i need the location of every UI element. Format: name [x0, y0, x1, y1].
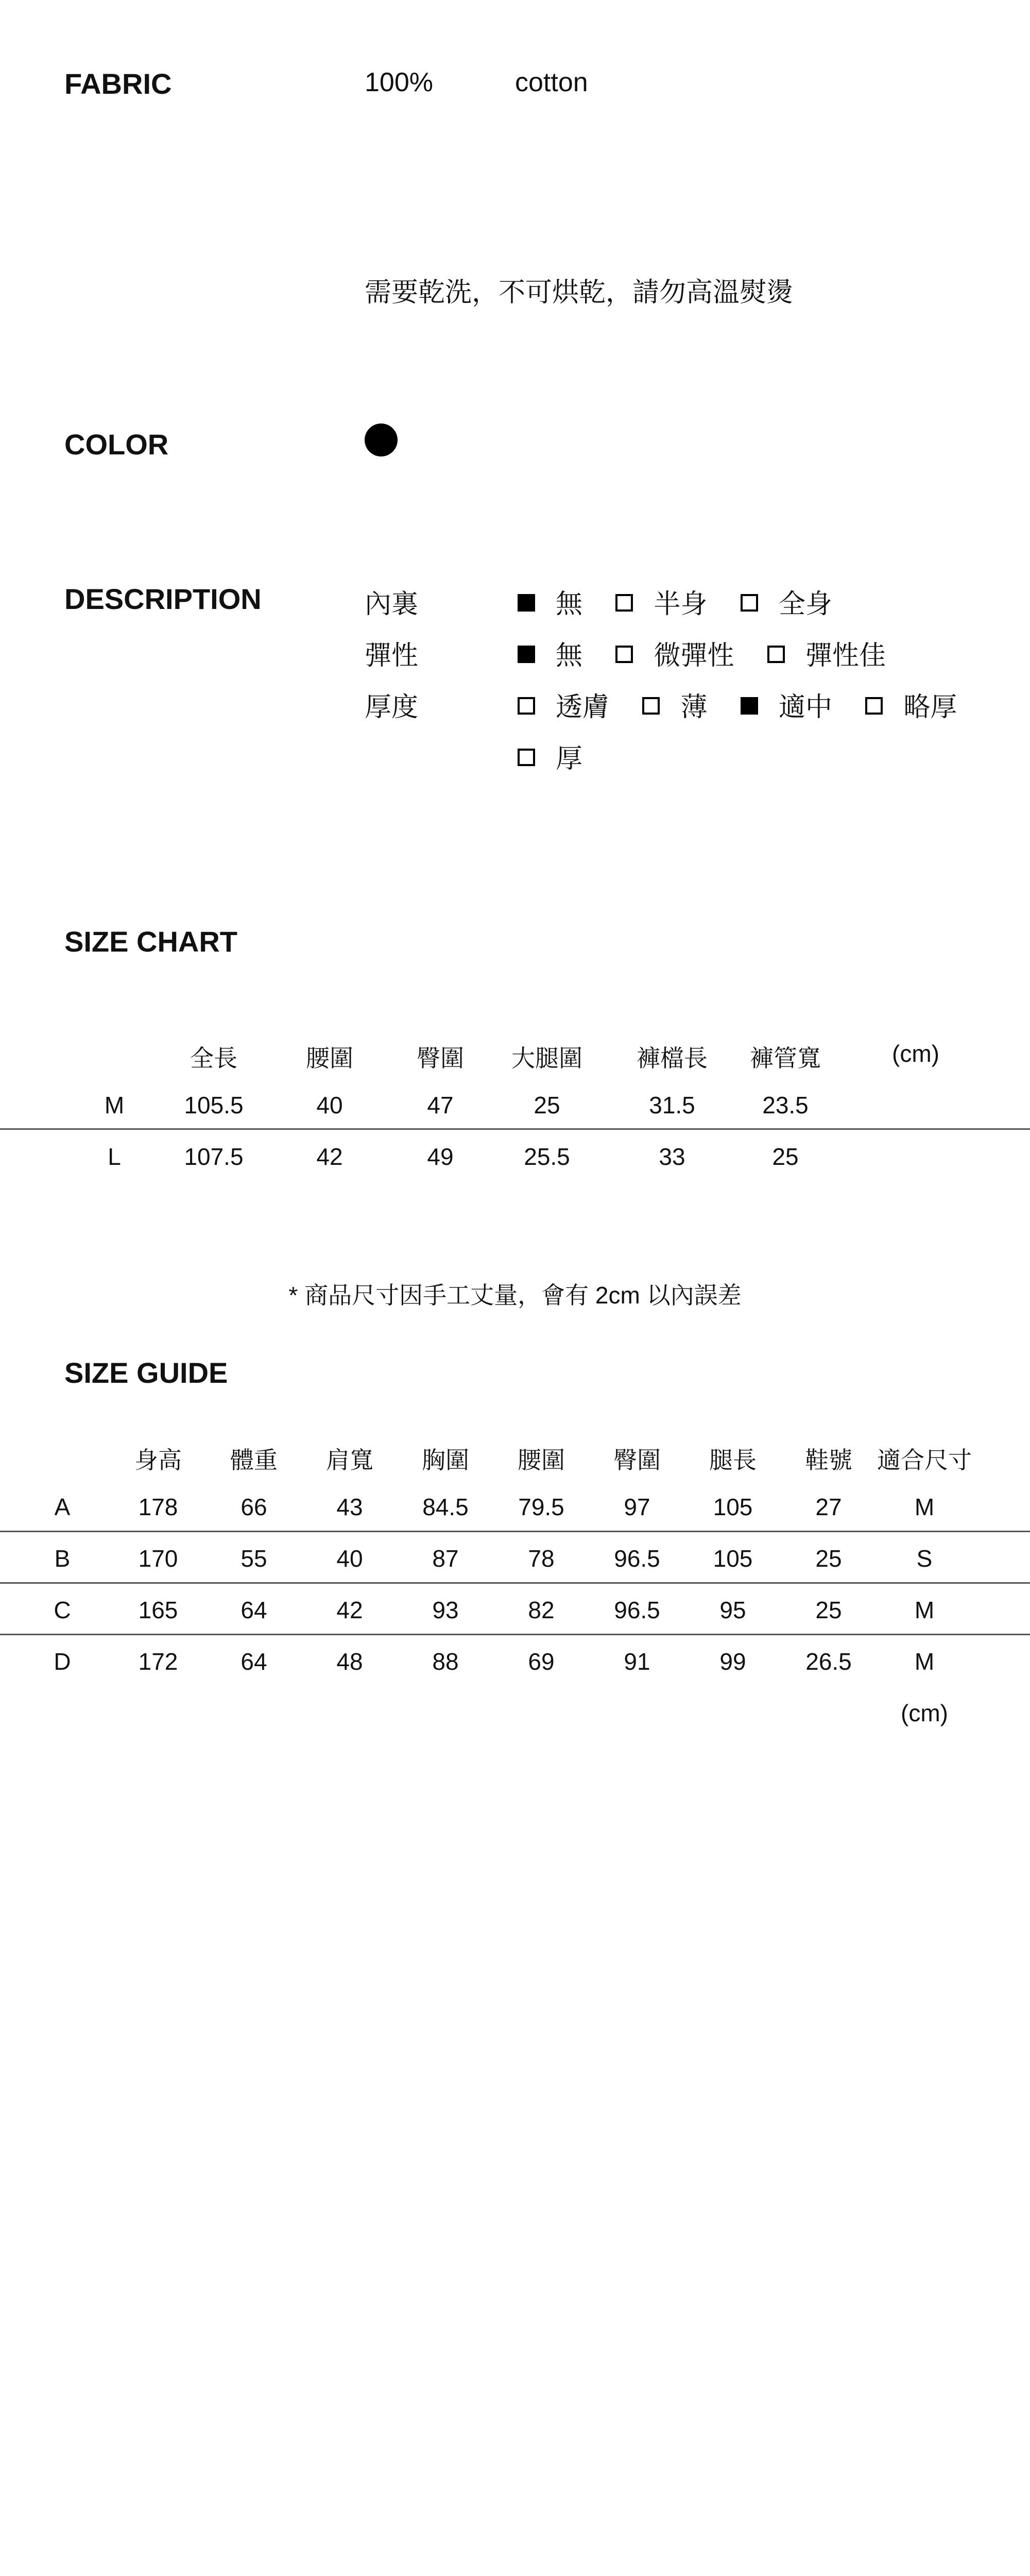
table-cell: 105 — [713, 1494, 753, 1520]
unchecked-box-icon — [642, 697, 660, 715]
option-thickness-slightly-thick: 略厚 — [865, 685, 957, 724]
table-cell: 27 — [815, 1494, 842, 1520]
table-cell: M — [914, 1597, 935, 1623]
option-lining-half: 半身 — [615, 582, 707, 621]
unchecked-box-icon — [741, 594, 758, 612]
checked-box-icon — [518, 594, 535, 612]
unchecked-box-icon — [518, 749, 535, 766]
table-cell: 66 — [241, 1494, 267, 1520]
size-chart-divider — [0, 1128, 1030, 1130]
table-cell: 107.5 — [184, 1143, 244, 1170]
size-label: L — [108, 1143, 121, 1170]
description-heading: DESCRIPTION — [64, 583, 262, 615]
size-chart-header-cell: 全長 — [190, 1045, 237, 1072]
unchecked-box-icon — [615, 594, 633, 612]
size-guide-divider — [0, 1531, 1030, 1532]
size-guide-header-cell: 胸圍 — [422, 1447, 469, 1473]
table-cell: 170 — [138, 1545, 178, 1572]
model-label: D — [54, 1648, 71, 1675]
size-guide-header-cell: 身高 — [134, 1447, 182, 1473]
checked-box-icon — [518, 646, 535, 663]
description-row-thickness-options-wrap — [518, 737, 608, 775]
size-guide-header-cell: 適合尺寸 — [877, 1447, 972, 1473]
table-cell: 31.5 — [649, 1092, 695, 1118]
table-cell: 43 — [336, 1494, 363, 1520]
table-cell: M — [914, 1494, 935, 1520]
fabric-percent: 100% — [365, 67, 433, 97]
unchecked-box-icon — [865, 697, 883, 715]
size-guide-header-cell: 肩寬 — [326, 1447, 373, 1473]
table-cell: 87 — [432, 1545, 459, 1572]
table-cell: 26.5 — [805, 1648, 852, 1675]
size-guide-heading: SIZE GUIDE — [64, 1357, 228, 1389]
table-cell: M — [914, 1648, 935, 1675]
table-cell: 49 — [427, 1143, 454, 1170]
fabric-heading: FABRIC — [64, 67, 172, 100]
table-cell: 64 — [241, 1648, 267, 1675]
table-cell: 96.5 — [614, 1545, 660, 1572]
option-thickness-medium: 適中 — [741, 685, 832, 724]
table-cell: 55 — [241, 1545, 267, 1572]
table-cell: 88 — [432, 1648, 459, 1675]
size-chart-header-cell: 大腿圍 — [511, 1045, 582, 1072]
table-cell: 84.5 — [422, 1494, 469, 1520]
unchecked-box-icon — [615, 646, 633, 663]
table-cell: S — [916, 1545, 933, 1572]
table-cell: 78 — [528, 1545, 555, 1572]
table-cell: 79.5 — [518, 1494, 564, 1520]
table-cell: 42 — [336, 1597, 363, 1623]
table-cell: 25 — [815, 1597, 842, 1623]
table-cell: 165 — [138, 1597, 178, 1623]
size-guide-header-cell: 臀圍 — [613, 1447, 661, 1473]
table-cell: 64 — [241, 1597, 267, 1623]
checked-box-icon — [741, 697, 758, 715]
size-chart-heading: SIZE CHART — [64, 925, 237, 958]
table-cell: 91 — [624, 1648, 650, 1675]
unchecked-box-icon — [767, 646, 785, 663]
option-stretch-slight: 微彈性 — [615, 634, 734, 672]
model-label: C — [54, 1597, 71, 1623]
color-swatch-black[interactable] — [365, 423, 398, 456]
description-row-stretch-label: 彈性 — [365, 641, 419, 671]
option-stretch-none: 無 — [518, 634, 582, 672]
table-cell: 47 — [427, 1092, 454, 1118]
measurement-note: * 商品尺寸因手工丈量，會有 2cm 以內誤差 — [288, 1282, 742, 1309]
table-cell: 23.5 — [762, 1092, 809, 1118]
table-cell: 25 — [772, 1143, 799, 1170]
table-cell: 105 — [713, 1545, 753, 1572]
size-guide-header-cell: 腰圍 — [518, 1447, 565, 1473]
description-row-lining-options — [518, 582, 858, 621]
size-guide-divider — [0, 1582, 1030, 1584]
table-cell: 172 — [138, 1648, 178, 1675]
size-chart-header-cell: 臀圍 — [417, 1045, 464, 1072]
table-cell: 82 — [528, 1597, 555, 1623]
option-lining-none: 無 — [518, 582, 582, 621]
option-stretch-good: 彈性佳 — [767, 634, 886, 672]
option-thickness-thick: 厚 — [518, 737, 582, 775]
table-cell: 48 — [336, 1648, 363, 1675]
size-guide-divider — [0, 1634, 1030, 1635]
description-row-lining-label: 內裏 — [365, 589, 419, 619]
size-guide-unit: (cm) — [901, 1700, 948, 1726]
description-row-thickness-label: 厚度 — [365, 692, 419, 722]
option-lining-full: 全身 — [741, 582, 832, 621]
care-instructions: 需要乾洗，不可烘乾，請勿高溫熨燙 — [365, 278, 794, 308]
size-guide-header-cell: 腿長 — [709, 1447, 757, 1473]
color-heading: COLOR — [64, 428, 169, 461]
model-label: A — [54, 1494, 71, 1520]
size-chart-header-cell: 褲檔長 — [637, 1045, 708, 1072]
description-row-thickness-options — [518, 685, 983, 724]
size-chart-header-cell: 腰圍 — [306, 1045, 353, 1072]
option-thickness-thin: 薄 — [642, 685, 707, 724]
option-thickness-sheer: 透膚 — [518, 685, 609, 724]
size-chart-header-cell: 褲管寬 — [750, 1045, 821, 1072]
model-label: B — [54, 1545, 71, 1572]
size-chart-unit: (cm) — [892, 1040, 939, 1067]
table-cell: 25.5 — [524, 1143, 570, 1170]
table-cell: 178 — [138, 1494, 178, 1520]
table-cell: 25 — [815, 1545, 842, 1572]
table-cell: 40 — [316, 1092, 343, 1118]
table-cell: 99 — [719, 1648, 746, 1675]
description-row-stretch-options — [518, 634, 912, 672]
table-cell: 95 — [719, 1597, 746, 1623]
size-guide-header-cell: 鞋號 — [805, 1447, 852, 1473]
table-cell: 42 — [316, 1143, 343, 1170]
fabric-material: cotton — [515, 67, 588, 97]
unchecked-box-icon — [518, 697, 535, 715]
table-cell: 93 — [432, 1597, 459, 1623]
table-cell: 40 — [336, 1545, 363, 1572]
size-label: M — [104, 1092, 125, 1118]
table-cell: 69 — [528, 1648, 555, 1675]
table-cell: 97 — [624, 1494, 650, 1520]
size-guide-header-cell: 體重 — [230, 1447, 278, 1473]
table-cell: 96.5 — [614, 1597, 660, 1623]
table-cell: 105.5 — [184, 1092, 244, 1118]
table-cell: 33 — [659, 1143, 685, 1170]
table-cell: 25 — [534, 1092, 560, 1118]
